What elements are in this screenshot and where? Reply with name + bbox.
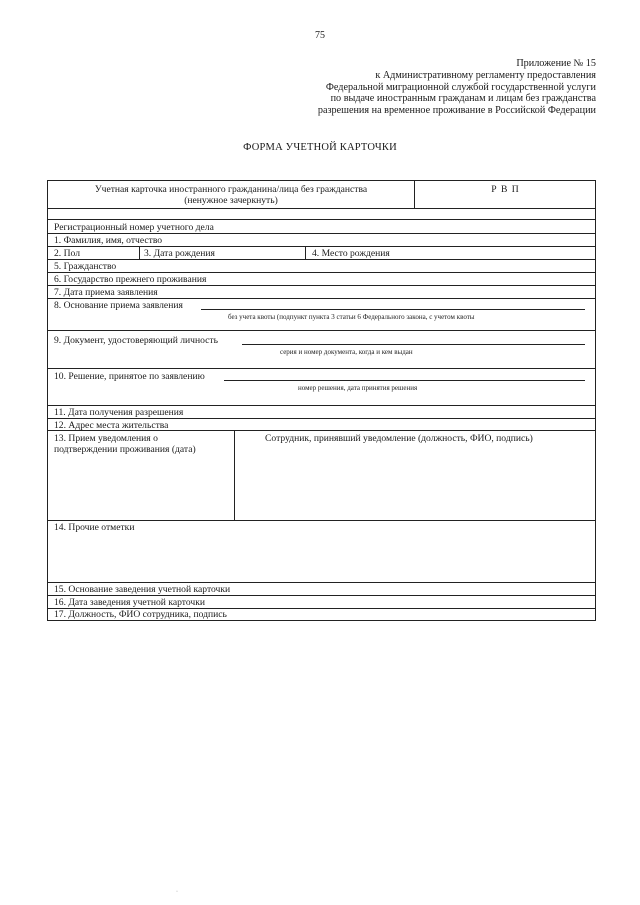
registration-card-form — [47, 180, 596, 621]
field-residence-address — [48, 419, 595, 431]
appendix-line: по выдаче иностранным гражданам и лицам без гражданства — [330, 93, 596, 105]
field-previous-country — [48, 273, 595, 286]
field-application-basis — [48, 299, 595, 331]
appendix-line: разрешения на временное проживание в Российской Федерации — [317, 105, 596, 117]
field-identity-document — [48, 331, 595, 369]
field-label: 13. Прием уведомления о — [54, 433, 158, 444]
field-notification-date — [48, 431, 234, 520]
field-decision — [48, 369, 595, 406]
field-label: 12. Адрес места жительства — [54, 420, 169, 431]
field-full-name — [48, 234, 595, 247]
field-birth-date — [139, 247, 305, 259]
spacer-row — [48, 209, 595, 220]
field-label: 7. Дата приема заявления — [54, 287, 158, 298]
card-header-row — [48, 181, 595, 209]
field-hint: номер решения, дата принятия решения — [298, 384, 418, 392]
fill-line — [242, 344, 585, 345]
appendix-note — [256, 58, 596, 117]
field-label: 2. Пол — [54, 248, 80, 259]
field-label: 16. Дата заведения учетной карточки — [54, 597, 205, 608]
appendix-line: к Административному регламенту предоставления — [375, 69, 596, 81]
field-hint: без учета квоты (подпункт пункта 3 статьи 6 Федерального закона, с учетом квоты — [228, 313, 475, 321]
field-sex-birth-row — [48, 247, 595, 260]
fill-line — [201, 309, 585, 310]
field-label: 3. Дата рождения — [144, 248, 215, 259]
field-card-basis — [48, 583, 595, 596]
field-reg-number — [48, 220, 595, 234]
field-label: 17. Должность, ФИО сотрудника, подпись — [54, 609, 227, 620]
card-header-code — [414, 181, 595, 208]
card-header-title — [48, 181, 414, 208]
field-label: 14. Прочие отметки — [54, 522, 135, 533]
header-title-text: Учетная карточка иностранного гражданина/лица без гражданства — [94, 184, 368, 195]
field-label: 10. Решение, принятое по заявлению — [54, 371, 205, 382]
field-label: 6. Государство прежнего проживания — [54, 274, 207, 285]
field-label: подтверждении проживания (дата) — [54, 444, 196, 455]
field-permit-date — [48, 406, 595, 419]
field-notification-officer — [234, 431, 595, 520]
field-hint: серия и номер документа, когда и кем выдан — [280, 348, 413, 356]
field-label: 5. Гражданство — [54, 261, 117, 272]
appendix-line: Федеральной миграционной службой государственной услуги — [325, 81, 596, 93]
page-number: 75 — [315, 30, 325, 41]
field-label: 15. Основание заведения учетной карточки — [54, 584, 231, 595]
field-label: 1. Фамилия, имя, отчество — [54, 235, 163, 246]
field-label: Сотрудник, принявший уведомление (должность, ФИО, подпись) — [265, 433, 533, 444]
field-notification-row — [48, 431, 595, 521]
field-application-date — [48, 286, 595, 299]
field-label: 9. Документ, удостоверяющий личность — [54, 335, 218, 346]
field-officer-signature — [48, 609, 595, 620]
scan-mark: · — [176, 889, 178, 895]
field-birth-place — [305, 247, 595, 259]
field-label: 8. Основание приема заявления — [54, 300, 183, 311]
field-label: 11. Дата получения разрешения — [54, 407, 184, 418]
fill-line — [224, 380, 585, 381]
appendix-line: Приложение № 15 — [516, 58, 596, 69]
field-label: Регистрационный номер учетного дела — [54, 222, 214, 233]
header-code-text: Р В П — [491, 184, 520, 195]
field-other-notes — [48, 521, 595, 583]
field-citizenship — [48, 260, 595, 273]
field-card-date — [48, 596, 595, 609]
field-sex — [48, 247, 139, 259]
header-note-text: (ненужное зачеркнуть) — [184, 195, 278, 206]
form-title: ФОРМА УЧЕТНОЙ КАРТОЧКИ — [243, 142, 397, 153]
field-label: 4. Место рождения — [312, 248, 390, 259]
